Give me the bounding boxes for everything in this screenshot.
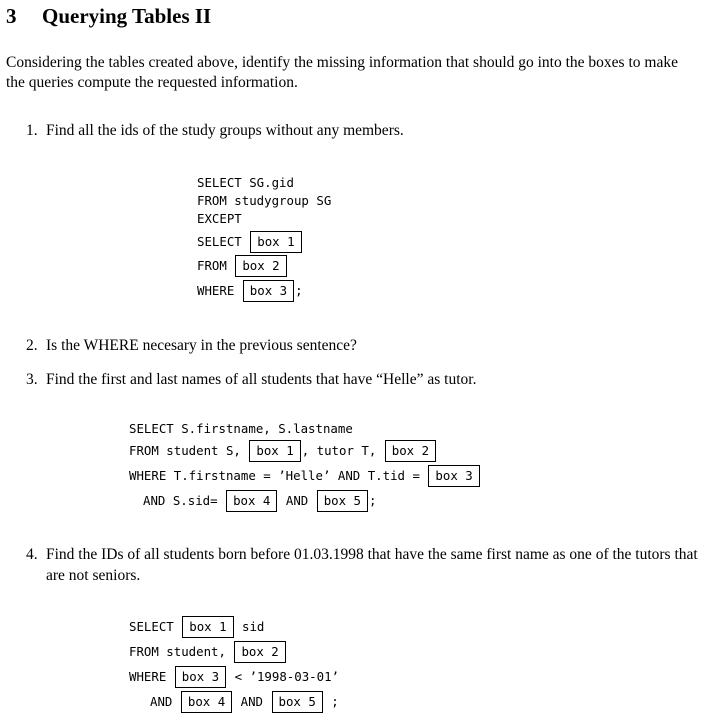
code-text: FROM student S, (129, 443, 241, 458)
answer-box-2: box 2 (385, 440, 436, 462)
answer-box-4: box 4 (226, 490, 277, 512)
section-title-text: Querying Tables II (42, 4, 212, 28)
q4-code-line-select (129, 616, 264, 638)
keyword: SELECT (129, 619, 174, 634)
q4-code-line-and (150, 691, 339, 713)
answer-box-3: box 3 (175, 666, 226, 688)
question-number: 3. (26, 371, 38, 388)
question-3 (26, 369, 706, 390)
keyword: AND (240, 694, 264, 709)
intro-paragraph: Considering the tables created above, identify the missing information that should go into the boxes to make the queries compute the requested information. (6, 54, 678, 91)
q1-code-line-from (197, 255, 288, 277)
answer-box-5: box 5 (317, 490, 368, 512)
keyword: SELECT (197, 234, 242, 249)
keyword: FROM (197, 258, 227, 273)
q1-code-line-where (197, 280, 303, 302)
answer-box-5: box 5 (272, 691, 323, 713)
question-number: 1. (26, 122, 38, 139)
keyword: AND (285, 493, 309, 508)
question-text: Find the first and last names of all students that have “Helle” as tutor. (46, 371, 477, 388)
q3-code-line-where (129, 465, 481, 487)
section-title (6, 4, 211, 29)
question-1 (26, 120, 706, 141)
code-text: AND S.sid= (143, 493, 218, 508)
answer-box-3: box 3 (428, 465, 479, 487)
q1-code-line-2: FROM studygroup SG (197, 193, 332, 208)
question-number: 4. (26, 546, 38, 563)
keyword: AND (150, 694, 173, 709)
q4-code-line-from (129, 641, 287, 663)
keyword: WHERE (197, 283, 235, 298)
answer-box-1: box 1 (182, 616, 233, 638)
answer-box-2: box 2 (234, 641, 285, 663)
answer-box-1: box 1 (249, 440, 300, 462)
semicolon: ; (295, 283, 303, 298)
keyword: WHERE (129, 669, 167, 684)
answer-box-1: box 1 (250, 231, 301, 253)
code-text: < ’1998-03-01’ (234, 669, 339, 684)
section-number: 3 (6, 4, 17, 28)
answer-box-4: box 4 (181, 691, 232, 713)
question-number: 2. (26, 337, 38, 354)
q3-code-line-1: SELECT S.firstname, S.lastname (129, 421, 353, 436)
question-text: Find the IDs of all students born before 01.03.1998 that have the same first name as one of the tutors that are not seniors. (46, 546, 698, 584)
code-text: sid (242, 619, 265, 634)
question-text: Is the WHERE necesary in the previous sentence? (46, 337, 357, 354)
code-text: FROM student, (129, 644, 226, 659)
answer-box-2: box 2 (235, 255, 286, 277)
q1-code-line-select (197, 231, 303, 253)
q3-code-line-from (129, 440, 437, 462)
question-2 (26, 335, 706, 356)
q1-code-line-3: EXCEPT (197, 211, 242, 226)
semicolon: ; (331, 694, 339, 709)
q1-code-line-1: SELECT SG.gid (197, 175, 294, 190)
code-text: WHERE T.firstname = ’Helle’ AND T.tid = (129, 468, 420, 483)
semicolon: ; (369, 493, 377, 508)
answer-box-3: box 3 (243, 280, 294, 302)
code-text: , tutor T, (301, 443, 377, 458)
q4-code-line-where (129, 666, 339, 688)
question-4 (26, 544, 706, 586)
q3-code-line-and (143, 490, 377, 512)
question-text: Find all the ids of the study groups without any members. (46, 122, 404, 139)
